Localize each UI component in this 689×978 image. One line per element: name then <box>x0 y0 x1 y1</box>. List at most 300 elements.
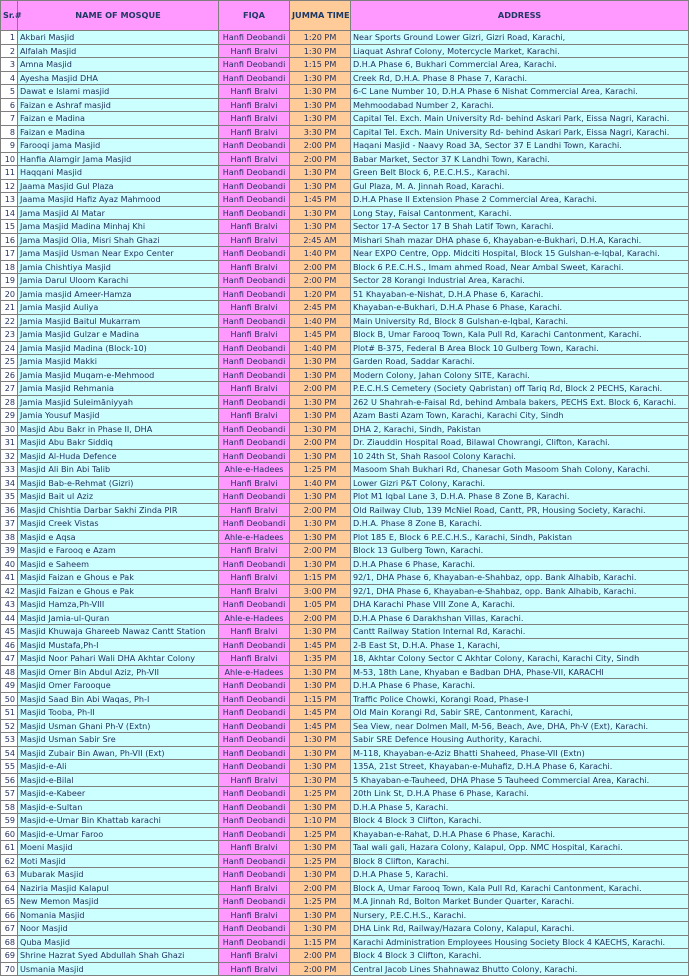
cell-jumma-time[interactable]: 1:30 PM <box>290 206 351 220</box>
cell-mosque-name[interactable]: Masjid Chishtia Darbar Sakhi Zinda PIR <box>18 503 219 517</box>
table-row[interactable] <box>1 598 689 612</box>
cell-fiqa[interactable]: Hanfi Bralvi <box>219 571 290 585</box>
table-row[interactable] <box>1 773 689 787</box>
table-row[interactable] <box>1 58 689 72</box>
cell-fiqa[interactable]: Hanfi Deobandi <box>219 179 290 193</box>
cell-address[interactable]: Creek Rd, D.H.A. Phase 8 Phase 7, Karachi. <box>351 71 689 85</box>
table-row[interactable] <box>1 368 689 382</box>
cell-fiqa[interactable]: Hanfi Deobandi <box>219 206 290 220</box>
cell-mosque-name[interactable]: Masjid-e-Ali <box>18 760 219 774</box>
cell-sr[interactable]: 6 <box>1 98 18 112</box>
cell-jumma-time[interactable]: 1:45 PM <box>290 193 351 207</box>
cell-address[interactable]: Block 8 Clifton, Karachi. <box>351 854 689 868</box>
cell-fiqa[interactable]: Hanfi Deobandi <box>219 706 290 720</box>
table-row[interactable] <box>1 814 689 828</box>
cell-jumma-time[interactable]: 2:00 PM <box>290 949 351 963</box>
table-row[interactable] <box>1 490 689 504</box>
cell-sr[interactable]: 31 <box>1 436 18 450</box>
cell-sr[interactable]: 56 <box>1 773 18 787</box>
cell-sr[interactable]: 12 <box>1 179 18 193</box>
cell-jumma-time[interactable]: 1:30 PM <box>290 625 351 639</box>
table-row[interactable] <box>1 287 689 301</box>
cell-sr[interactable]: 28 <box>1 395 18 409</box>
table-row[interactable] <box>1 625 689 639</box>
table-row[interactable] <box>1 314 689 328</box>
table-row[interactable] <box>1 274 689 288</box>
cell-address[interactable]: Sector 28 Korangi Industrial Area, Karachi. <box>351 274 689 288</box>
cell-mosque-name[interactable]: Masjid-e-Kabeer <box>18 787 219 801</box>
table-row[interactable] <box>1 544 689 558</box>
cell-address[interactable]: M-53, 18th Lane, Khyaban e Badban DHA, Phase-VII, KARACHI <box>351 665 689 679</box>
cell-sr[interactable]: 64 <box>1 881 18 895</box>
table-row[interactable] <box>1 922 689 936</box>
table-row[interactable] <box>1 800 689 814</box>
cell-jumma-time[interactable]: 2:45 AM <box>290 233 351 247</box>
cell-fiqa[interactable]: Hanfi Deobandi <box>219 341 290 355</box>
cell-sr[interactable]: 13 <box>1 193 18 207</box>
cell-jumma-time[interactable]: 1:45 PM <box>290 328 351 342</box>
cell-jumma-time[interactable]: 1:20 PM <box>290 287 351 301</box>
cell-mosque-name[interactable]: Masjid Al-Huda Defence <box>18 449 219 463</box>
table-row[interactable] <box>1 436 689 450</box>
cell-sr[interactable]: 11 <box>1 166 18 180</box>
cell-address[interactable]: Block 13 Gulberg Town, Karachi. <box>351 544 689 558</box>
cell-fiqa[interactable]: Hanfi Deobandi <box>219 31 290 45</box>
table-row[interactable] <box>1 152 689 166</box>
cell-mosque-name[interactable]: Masjid-e-Bilal <box>18 773 219 787</box>
cell-fiqa[interactable]: Hanfi Bralvi <box>219 652 290 666</box>
cell-jumma-time[interactable]: 1:30 PM <box>290 368 351 382</box>
cell-mosque-name[interactable]: Masjid Hamza,Ph-VIII <box>18 598 219 612</box>
cell-sr[interactable]: 23 <box>1 328 18 342</box>
cell-mosque-name[interactable]: Shrine Hazrat Syed Abdullah Shah Ghazi <box>18 949 219 963</box>
table-row[interactable] <box>1 949 689 963</box>
cell-jumma-time[interactable]: 2:00 PM <box>290 611 351 625</box>
cell-sr[interactable]: 4 <box>1 71 18 85</box>
cell-fiqa[interactable]: Hanfi Bralvi <box>219 841 290 855</box>
cell-fiqa[interactable]: Hanfi Bralvi <box>219 908 290 922</box>
table-row[interactable] <box>1 301 689 315</box>
cell-mosque-name[interactable]: Jamia masjid Ameer-Hamza <box>18 287 219 301</box>
cell-fiqa[interactable]: Hanfi Deobandi <box>219 193 290 207</box>
cell-jumma-time[interactable]: 1:30 PM <box>290 530 351 544</box>
cell-address[interactable]: Sabir SRE Defence Housing Authority, Karachi. <box>351 733 689 747</box>
cell-fiqa[interactable]: Hanfi Deobandi <box>219 638 290 652</box>
cell-sr[interactable]: 18 <box>1 260 18 274</box>
cell-jumma-time[interactable]: 1:30 PM <box>290 449 351 463</box>
table-row[interactable] <box>1 166 689 180</box>
table-row[interactable] <box>1 112 689 126</box>
cell-mosque-name[interactable]: Jamia Darul Uloom Karachi <box>18 274 219 288</box>
cell-address[interactable]: Azam Basti Azam Town, Karachi, Karachi City, Sindh <box>351 409 689 423</box>
table-row[interactable] <box>1 746 689 760</box>
cell-fiqa[interactable]: Hanfi Deobandi <box>219 449 290 463</box>
cell-mosque-name[interactable]: Jamia Masjid Gulzar e Madina <box>18 328 219 342</box>
cell-sr[interactable]: 50 <box>1 692 18 706</box>
cell-address[interactable]: Central Jacob Lines Shahnawaz Bhutto Colony, Karachi. <box>351 962 689 976</box>
cell-fiqa[interactable]: Hanfi Bralvi <box>219 881 290 895</box>
table-row[interactable] <box>1 260 689 274</box>
cell-sr[interactable]: 2 <box>1 44 18 58</box>
cell-mosque-name[interactable]: Masjid Bait ul Aziz <box>18 490 219 504</box>
cell-address[interactable]: M-118, Khayaban-e-Aziz Bhatti Shaheed, Phase-VII (Extn) <box>351 746 689 760</box>
cell-address[interactable]: Plot 185 E, Block 6 P.E.C.H.S., Karachi, Sindh, Pakistan <box>351 530 689 544</box>
cell-address[interactable]: Karachi Administration Employees Housing Society Block 4 KAECHS, Karachi. <box>351 935 689 949</box>
cell-mosque-name[interactable]: Masjid Saad Bin Abi Waqas, Ph-I <box>18 692 219 706</box>
cell-sr[interactable]: 53 <box>1 733 18 747</box>
cell-address[interactable]: Block B, Umar Farooq Town, Kala Pull Rd, Karachi Cantonment, Karachi. <box>351 328 689 342</box>
table-row[interactable] <box>1 841 689 855</box>
cell-mosque-name[interactable]: Jamia Yousuf Masjid <box>18 409 219 423</box>
cell-jumma-time[interactable]: 1:40 PM <box>290 314 351 328</box>
cell-jumma-time[interactable]: 1:15 PM <box>290 935 351 949</box>
table-row[interactable] <box>1 611 689 625</box>
cell-fiqa[interactable]: Hanfi Deobandi <box>219 692 290 706</box>
cell-mosque-name[interactable]: Jamia Masjid Auliya <box>18 301 219 315</box>
cell-jumma-time[interactable]: 1:45 PM <box>290 719 351 733</box>
cell-jumma-time[interactable]: 2:00 PM <box>290 503 351 517</box>
cell-fiqa[interactable]: Hanfi Bralvi <box>219 409 290 423</box>
cell-jumma-time[interactable]: 2:45 PM <box>290 301 351 315</box>
cell-fiqa[interactable]: Hanfi Deobandi <box>219 760 290 774</box>
cell-address[interactable]: 10 24th St, Shah Rasool Colony Karachi. <box>351 449 689 463</box>
cell-sr[interactable]: 15 <box>1 220 18 234</box>
table-row[interactable] <box>1 881 689 895</box>
cell-fiqa[interactable]: Hanfi Bralvi <box>219 220 290 234</box>
cell-jumma-time[interactable]: 2:00 PM <box>290 152 351 166</box>
cell-mosque-name[interactable]: Masjid Faizan e Ghous e Pak <box>18 571 219 585</box>
table-row[interactable] <box>1 355 689 369</box>
cell-mosque-name[interactable]: Nomania Masjid <box>18 908 219 922</box>
cell-fiqa[interactable]: Hanfi Deobandi <box>219 827 290 841</box>
cell-jumma-time[interactable]: 3:30 PM <box>290 125 351 139</box>
cell-jumma-time[interactable]: 1:30 PM <box>290 85 351 99</box>
table-row[interactable] <box>1 503 689 517</box>
cell-mosque-name[interactable]: Dawat e Islami masjid <box>18 85 219 99</box>
cell-jumma-time[interactable]: 2:00 PM <box>290 881 351 895</box>
cell-jumma-time[interactable]: 1:30 PM <box>290 868 351 882</box>
cell-address[interactable]: Taal wali gali, Hazara Colony, Kalapul, Opp. NMC Hospital, Karachi. <box>351 841 689 855</box>
cell-address[interactable]: 135A, 21st Street, Khayaban-e-Muhafiz, D.H.A Phase 6, Karachi. <box>351 760 689 774</box>
table-row[interactable] <box>1 98 689 112</box>
cell-address[interactable]: Khayaban-e-Rahat, D.H.A Phase 6 Phase, Karachi. <box>351 827 689 841</box>
cell-jumma-time[interactable]: 2:00 PM <box>290 382 351 396</box>
cell-fiqa[interactable]: Ahle-e-Hadees <box>219 530 290 544</box>
cell-fiqa[interactable]: Hanfi Bralvi <box>219 949 290 963</box>
table-row[interactable] <box>1 476 689 490</box>
cell-address[interactable]: Dr. Ziauddin Hospital Road, Bilawal Chowrangi, Clifton, Karachi. <box>351 436 689 450</box>
table-row[interactable] <box>1 557 689 571</box>
cell-address[interactable]: 5 Khayaban-e-Tauheed, DHA Phase 5 Tauheed Commercial Area, Karachi. <box>351 773 689 787</box>
table-row[interactable] <box>1 220 689 234</box>
cell-jumma-time[interactable]: 1:45 PM <box>290 638 351 652</box>
cell-jumma-time[interactable]: 2:00 PM <box>290 544 351 558</box>
cell-sr[interactable]: 49 <box>1 679 18 693</box>
cell-address[interactable]: Lower Gizri P&T Colony, Karachi. <box>351 476 689 490</box>
cell-mosque-name[interactable]: Faizan e Madina <box>18 125 219 139</box>
cell-mosque-name[interactable]: Masjid Usman Sabir Sre <box>18 733 219 747</box>
cell-jumma-time[interactable]: 1:35 PM <box>290 652 351 666</box>
cell-fiqa[interactable]: Hanfi Bralvi <box>219 773 290 787</box>
cell-sr[interactable]: 34 <box>1 476 18 490</box>
cell-fiqa[interactable]: Hanfi Bralvi <box>219 962 290 976</box>
cell-fiqa[interactable]: Hanfi Deobandi <box>219 314 290 328</box>
cell-fiqa[interactable]: Hanfi Bralvi <box>219 152 290 166</box>
cell-sr[interactable]: 62 <box>1 854 18 868</box>
table-row[interactable] <box>1 31 689 45</box>
cell-sr[interactable]: 48 <box>1 665 18 679</box>
cell-address[interactable]: Haqani Masjid - Naavy Road 3A, Sector 37 E Landhi Town, Karachi. <box>351 139 689 153</box>
cell-address[interactable]: Old Main Korangi Rd, Sabir SRE, Cantonment, Karachi, <box>351 706 689 720</box>
cell-fiqa[interactable]: Hanfi Bralvi <box>219 382 290 396</box>
cell-sr[interactable]: 52 <box>1 719 18 733</box>
cell-fiqa[interactable]: Hanfi Bralvi <box>219 301 290 315</box>
cell-jumma-time[interactable]: 1:25 PM <box>290 787 351 801</box>
cell-sr[interactable]: 36 <box>1 503 18 517</box>
cell-address[interactable]: 92/1, DHA Phase 6, Khayaban-e-Shahbaz, opp. Bank Alhabib, Karachi. <box>351 584 689 598</box>
cell-jumma-time[interactable]: 1:45 PM <box>290 706 351 720</box>
header-address[interactable]: ADDRESS <box>351 1 689 31</box>
cell-sr[interactable]: 8 <box>1 125 18 139</box>
cell-address[interactable]: Mehmoodabad Number 2, Karachi. <box>351 98 689 112</box>
cell-fiqa[interactable]: Hanfi Bralvi <box>219 44 290 58</box>
cell-sr[interactable]: 17 <box>1 247 18 261</box>
table-row[interactable] <box>1 692 689 706</box>
cell-mosque-name[interactable]: Jama Masjid Al Matar <box>18 206 219 220</box>
cell-address[interactable]: Block 4 Block 3 Clifton, Karachi. <box>351 949 689 963</box>
cell-sr[interactable]: 3 <box>1 58 18 72</box>
cell-jumma-time[interactable]: 1:40 PM <box>290 247 351 261</box>
cell-mosque-name[interactable]: Quba Masjid <box>18 935 219 949</box>
cell-address[interactable]: Mishari Shah mazar DHA phase 6, Khayaban-e-Bukhari, D.H.A, Karachi. <box>351 233 689 247</box>
cell-mosque-name[interactable]: Masjid-e-Umar Faroo <box>18 827 219 841</box>
cell-address[interactable]: Old Railway Club, 139 McNiel Road, Cantt, PR, Housing Society, Karachi. <box>351 503 689 517</box>
table-row[interactable] <box>1 760 689 774</box>
cell-jumma-time[interactable]: 1:30 PM <box>290 760 351 774</box>
cell-sr[interactable]: 41 <box>1 571 18 585</box>
cell-mosque-name[interactable]: Jamia Masjid Muqam-e-Mehmood <box>18 368 219 382</box>
cell-sr[interactable]: 19 <box>1 274 18 288</box>
cell-fiqa[interactable]: Ahle-e-Hadees <box>219 665 290 679</box>
cell-address[interactable]: D.H.A Phase 6, Bukhari Commercial Area, Karachi. <box>351 58 689 72</box>
cell-jumma-time[interactable]: 1:30 PM <box>290 773 351 787</box>
cell-jumma-time[interactable]: 1:30 PM <box>290 922 351 936</box>
cell-sr[interactable]: 47 <box>1 652 18 666</box>
cell-fiqa[interactable]: Hanfi Deobandi <box>219 814 290 828</box>
cell-mosque-name[interactable]: Moeni Masjid <box>18 841 219 855</box>
cell-address[interactable]: 18, Akhtar Colony Sector C Akhtar Colony, Karachi, Karachi City, Sindh <box>351 652 689 666</box>
cell-address[interactable]: Gul Plaza, M. A. Jinnah Road, Karachi. <box>351 179 689 193</box>
cell-sr[interactable]: 10 <box>1 152 18 166</box>
cell-sr[interactable]: 67 <box>1 922 18 936</box>
cell-address[interactable]: Near Sports Ground Lower Gizri, Gizri Road, Karachi, <box>351 31 689 45</box>
cell-mosque-name[interactable]: Hanfia Alamgir Jama Masjid <box>18 152 219 166</box>
cell-sr[interactable]: 69 <box>1 949 18 963</box>
cell-address[interactable]: M.A Jinnah Rd, Bolton Market Bunder Quarter, Karachi. <box>351 895 689 909</box>
cell-sr[interactable]: 35 <box>1 490 18 504</box>
cell-address[interactable]: Near EXPO Centre, Opp. Midciti Hospital, Block 15 Gulshan-e-Iqbal, Karachi. <box>351 247 689 261</box>
cell-jumma-time[interactable]: 1:30 PM <box>290 746 351 760</box>
cell-fiqa[interactable]: Hanfi Deobandi <box>219 922 290 936</box>
cell-mosque-name[interactable]: New Memon Masjid <box>18 895 219 909</box>
table-row[interactable] <box>1 395 689 409</box>
table-row[interactable] <box>1 935 689 949</box>
cell-address[interactable]: Green Belt Block 6, P.E.C.H.S., Karachi. <box>351 166 689 180</box>
cell-jumma-time[interactable]: 1:30 PM <box>290 800 351 814</box>
table-row[interactable] <box>1 854 689 868</box>
cell-fiqa[interactable]: Ahle-e-Hadees <box>219 611 290 625</box>
cell-address[interactable]: D.H.A Phase II Extension Phase 2 Commercial Area, Karachi. <box>351 193 689 207</box>
cell-mosque-name[interactable]: Masjid Khuwaja Ghareeb Nawaz Cantt Station <box>18 625 219 639</box>
cell-sr[interactable]: 70 <box>1 962 18 976</box>
cell-mosque-name[interactable]: Masjid Usman Ghani Ph-V (Extn) <box>18 719 219 733</box>
cell-mosque-name[interactable]: Jamia Masjid Baitul Mukarram <box>18 314 219 328</box>
cell-fiqa[interactable]: Hanfi Deobandi <box>219 274 290 288</box>
cell-fiqa[interactable]: Ahle-e-Hadees <box>219 463 290 477</box>
header-sr[interactable]: Sr.# <box>1 1 18 31</box>
cell-address[interactable]: D.H.A Phase 6 Darakhshan Villas, Karachi. <box>351 611 689 625</box>
cell-mosque-name[interactable]: Masjid-e-Umar Bin Khattab karachi <box>18 814 219 828</box>
header-fiqa[interactable]: FIQA <box>219 1 290 31</box>
cell-sr[interactable]: 61 <box>1 841 18 855</box>
cell-fiqa[interactable]: Hanfi Deobandi <box>219 287 290 301</box>
cell-jumma-time[interactable]: 1:30 PM <box>290 665 351 679</box>
cell-fiqa[interactable]: Hanfi Deobandi <box>219 422 290 436</box>
table-row[interactable] <box>1 517 689 531</box>
cell-jumma-time[interactable]: 1:15 PM <box>290 692 351 706</box>
cell-jumma-time[interactable]: 1:05 PM <box>290 598 351 612</box>
cell-fiqa[interactable]: Hanfi Bralvi <box>219 125 290 139</box>
cell-fiqa[interactable]: Hanfi Deobandi <box>219 935 290 949</box>
cell-address[interactable]: Long Stay, Faisal Cantonment, Karachi. <box>351 206 689 220</box>
table-row[interactable] <box>1 679 689 693</box>
table-row[interactable] <box>1 71 689 85</box>
cell-jumma-time[interactable]: 1:25 PM <box>290 895 351 909</box>
cell-fiqa[interactable]: Hanfi Bralvi <box>219 98 290 112</box>
cell-sr[interactable]: 14 <box>1 206 18 220</box>
cell-fiqa[interactable]: Hanfi Bralvi <box>219 476 290 490</box>
cell-fiqa[interactable]: Hanfi Deobandi <box>219 71 290 85</box>
cell-mosque-name[interactable]: Jama Masjid Madina Minhaj Khi <box>18 220 219 234</box>
cell-mosque-name[interactable]: Masjid Omer Farooque <box>18 679 219 693</box>
cell-mosque-name[interactable]: Jama Masjid Usman Near Expo Center <box>18 247 219 261</box>
cell-fiqa[interactable]: Hanfi Bralvi <box>219 625 290 639</box>
cell-jumma-time[interactable]: 2:00 PM <box>290 962 351 976</box>
cell-mosque-name[interactable]: Naziria Masjid Kalapul <box>18 881 219 895</box>
cell-jumma-time[interactable]: 1:15 PM <box>290 571 351 585</box>
cell-jumma-time[interactable]: 1:25 PM <box>290 463 351 477</box>
cell-mosque-name[interactable]: Masjid Jamia-ul-Quran <box>18 611 219 625</box>
cell-sr[interactable]: 37 <box>1 517 18 531</box>
cell-mosque-name[interactable]: Masjid e Saheem <box>18 557 219 571</box>
cell-address[interactable]: Plot M1 Iqbal Lane 3, D.H.A. Phase 8 Zone B, Karachi. <box>351 490 689 504</box>
cell-sr[interactable]: 66 <box>1 908 18 922</box>
cell-jumma-time[interactable]: 1:25 PM <box>290 854 351 868</box>
cell-mosque-name[interactable]: Jama Masjid Olia, Misri Shah Ghazi <box>18 233 219 247</box>
cell-fiqa[interactable]: Hanfi Deobandi <box>219 800 290 814</box>
table-row[interactable] <box>1 139 689 153</box>
table-row[interactable] <box>1 908 689 922</box>
cell-sr[interactable]: 24 <box>1 341 18 355</box>
table-row[interactable] <box>1 962 689 976</box>
cell-jumma-time[interactable]: 1:30 PM <box>290 841 351 855</box>
cell-sr[interactable]: 51 <box>1 706 18 720</box>
cell-fiqa[interactable]: Hanfi Bralvi <box>219 544 290 558</box>
cell-fiqa[interactable]: Hanfi Deobandi <box>219 517 290 531</box>
table-row[interactable] <box>1 422 689 436</box>
cell-jumma-time[interactable]: 2:00 PM <box>290 436 351 450</box>
cell-fiqa[interactable]: Hanfi Bralvi <box>219 503 290 517</box>
cell-fiqa[interactable]: Hanfi Deobandi <box>219 557 290 571</box>
cell-mosque-name[interactable]: Jamia Masjid Madina (Block-10) <box>18 341 219 355</box>
cell-sr[interactable]: 60 <box>1 827 18 841</box>
cell-address[interactable]: 20th Link St, D.H.A Phase 6 Phase, Karachi. <box>351 787 689 801</box>
cell-address[interactable]: Babar Market, Sector 37 K Landhi Town, Karachi. <box>351 152 689 166</box>
cell-mosque-name[interactable]: Masjid Creek Vistas <box>18 517 219 531</box>
cell-address[interactable]: 2-B East St, D.H.A. Phase 1, Karachi, <box>351 638 689 652</box>
cell-jumma-time[interactable]: 2:00 PM <box>290 260 351 274</box>
table-row[interactable] <box>1 706 689 720</box>
cell-address[interactable]: DHA Link Rd, Railway/Hazara Colony, Kalapul, Karachi. <box>351 922 689 936</box>
cell-address[interactable]: Traffic Police Chowki, Korangi Road, Phase-I <box>351 692 689 706</box>
cell-fiqa[interactable]: Hanfi Deobandi <box>219 598 290 612</box>
cell-fiqa[interactable]: Hanfi Bralvi <box>219 85 290 99</box>
cell-jumma-time[interactable]: 1:25 PM <box>290 827 351 841</box>
cell-address[interactable]: Sea View, near Dolmen Mall, M-56, Beach, Ave, DHA, Ph-V (Ext), Karachi. <box>351 719 689 733</box>
cell-mosque-name[interactable]: Masjid-e-Sultan <box>18 800 219 814</box>
table-row[interactable] <box>1 652 689 666</box>
table-row[interactable] <box>1 827 689 841</box>
cell-sr[interactable]: 57 <box>1 787 18 801</box>
table-row[interactable] <box>1 584 689 598</box>
cell-sr[interactable]: 42 <box>1 584 18 598</box>
cell-sr[interactable]: 16 <box>1 233 18 247</box>
cell-mosque-name[interactable]: Masjid Ali Bin Abi Talib <box>18 463 219 477</box>
cell-fiqa[interactable]: Hanfi Deobandi <box>219 854 290 868</box>
table-row[interactable] <box>1 530 689 544</box>
cell-mosque-name[interactable]: Faizan e Madina <box>18 112 219 126</box>
cell-fiqa[interactable]: Hanfi Deobandi <box>219 490 290 504</box>
cell-sr[interactable]: 43 <box>1 598 18 612</box>
cell-sr[interactable]: 5 <box>1 85 18 99</box>
cell-mosque-name[interactable]: Jamia Masjid Makki <box>18 355 219 369</box>
cell-fiqa[interactable]: Hanfi Deobandi <box>219 355 290 369</box>
cell-fiqa[interactable]: Hanfi Bralvi <box>219 584 290 598</box>
cell-address[interactable]: 51 Khayaban-e-Nishat, D.H.A Phase 6, Karachi. <box>351 287 689 301</box>
cell-sr[interactable]: 30 <box>1 422 18 436</box>
cell-mosque-name[interactable]: Masjid e Aqsa <box>18 530 219 544</box>
table-row[interactable] <box>1 193 689 207</box>
table-row[interactable] <box>1 341 689 355</box>
table-row[interactable] <box>1 85 689 99</box>
cell-address[interactable]: D.H.A Phase 5, Karachi. <box>351 868 689 882</box>
cell-jumma-time[interactable]: 1:30 PM <box>290 557 351 571</box>
cell-sr[interactable]: 40 <box>1 557 18 571</box>
header-name[interactable]: NAME OF MOSQUE <box>18 1 219 31</box>
cell-sr[interactable]: 44 <box>1 611 18 625</box>
cell-jumma-time[interactable]: 1:30 PM <box>290 98 351 112</box>
cell-sr[interactable]: 46 <box>1 638 18 652</box>
cell-fiqa[interactable]: Hanfi Bralvi <box>219 260 290 274</box>
cell-mosque-name[interactable]: Farooqi jama Masjid <box>18 139 219 153</box>
cell-sr[interactable]: 7 <box>1 112 18 126</box>
cell-jumma-time[interactable]: 1:30 PM <box>290 908 351 922</box>
cell-address[interactable]: Cantt Railway Station Internal Rd, Karachi. <box>351 625 689 639</box>
cell-address[interactable]: Capital Tel. Exch. Main University Rd- behind Askari Park, Eissa Nagri, Karachi. <box>351 125 689 139</box>
cell-mosque-name[interactable]: Masjid Faizan e Ghous e Pak <box>18 584 219 598</box>
table-row[interactable] <box>1 247 689 261</box>
cell-sr[interactable]: 25 <box>1 355 18 369</box>
